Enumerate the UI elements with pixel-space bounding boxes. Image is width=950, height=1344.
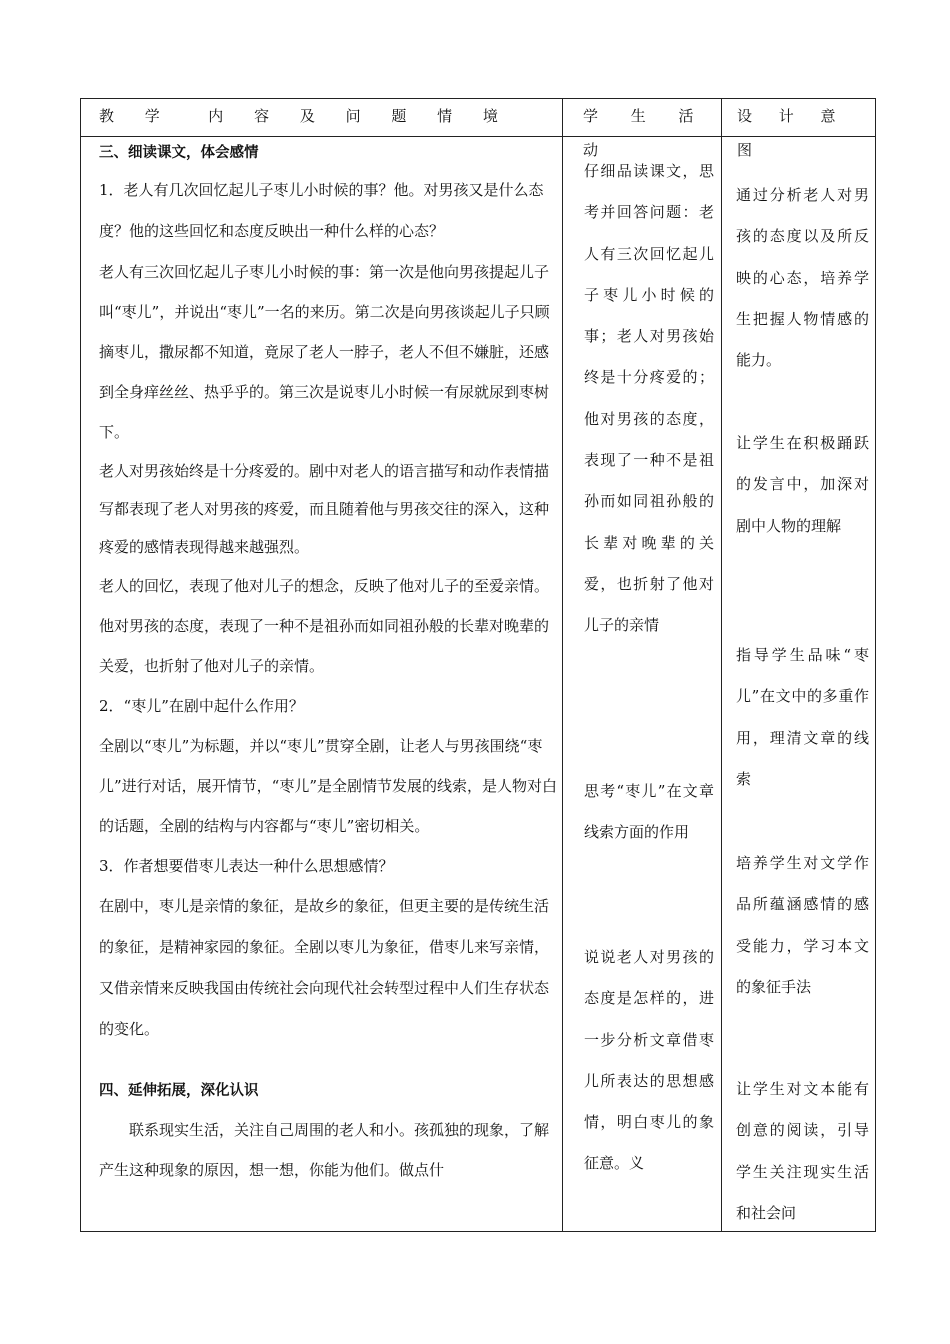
answer-3: 在剧中，枣儿是亲情的象征，是故乡的象征，但更主要的是传统生活的象征，是精神家园的象征。全剧以枣儿为象征，借枣儿来写亲情，又借亲情来反映我国由传统社会向现代社会转型过程中人们生存状态的变化。 [99,897,550,1038]
question-2: 2．“枣儿”在剧中起什么作用？ [99,697,304,715]
design-intent-4: 培养学生对文学作品所蕴涵感情的感受能力，学习本文的象征手法 [736,854,869,996]
question-3: 3．作者想要借枣儿表达一种什么思想感情？ [99,857,394,875]
design-intent-5: 让学生对文本能有创意的阅读，引导学生关注现实生活和社会问 [736,1080,869,1222]
student-activity-3: 说说老人对男孩的态度是怎样的，进一步分析文章借枣儿所表达的思想感情，明白枣儿的象征意。义 [584,948,714,1173]
design-intent-3: 指导学生品味“枣儿”在文中的多重作用，理清文章的线索 [736,646,869,788]
header-teaching-content: 教 学 内 容 及 问 题 情 境 [99,107,511,125]
design-intent-1: 通过分析老人对男孩的态度以及所反映的心态，培养学生把握人物情感的能力。 [736,186,869,370]
lesson-plan-table [80,98,876,1232]
section-3-title: 三、细读课文，体会感情 [99,145,259,161]
question-1: 1．老人有几次回忆起儿子枣儿小时候的事？他。对男孩又是什么态度？他的这些回忆和态度反映出一种什么样的心态？ [99,181,544,240]
section-4-title: 四、延伸拓展，深化认识 [99,1083,259,1099]
student-activity-1: 仔细品读课文，思考并回答问题：老人有三次回忆起儿子枣儿小时候的事；老人对男孩始终是十分疼爱的；他对男孩的态度，表现了一种不是祖孙而如同祖孙般的长辈对晚辈的关爱，也折射了他对儿子的亲情 [584,162,714,635]
student-activity-2: 思考“枣儿”在文章线索方面的作用 [584,782,714,842]
answer-1-paragraph-1: 老人有三次回忆起儿子枣儿小时候的事：第一次是他向男孩提起儿子叫“枣儿”，并说出“枣儿”一名的来历。第二次是向男孩谈起儿子只顾摘枣儿，撒尿都不知道，竟尿了老人一脖子，老人不但不嫌脏，还感到全身痒丝丝、热乎乎的。第三次是说枣儿小时候一有尿就尿到枣树下。 [99,263,550,441]
header-design-intent: 设 计 意 图 [737,107,847,159]
answer-1-paragraph-2: 老人对男孩始终是十分疼爱的。剧中对老人的语言描写和动作表情描写都表现了老人对男孩的疼爱，而且随着他与男孩交往的深入，这种疼爱的感情表现得越来越强烈。 [99,462,550,556]
header-student-activity: 学 生 活 动 [583,107,708,159]
design-intent-2: 让学生在积极踊跃的发言中，加深对剧中人物的理解 [736,434,869,535]
answer-2: 全剧以“枣儿”为标题，并以“枣儿”贯穿全剧，让老人与男孩围绕“枣儿”进行对话，展开情节，“枣儿”是全剧情节发展的线索，是人物对白的话题，全剧的结构与内容都与“枣儿”密切相关。 [99,737,558,835]
answer-1-paragraph-3: 老人的回忆，表现了他对儿子的想念，反映了他对儿子的至爱亲情。他对男孩的态度，表现了一种不是祖孙而如同祖孙般的长辈对晚辈的关爱，也折射了他对儿子的亲情。 [99,577,550,675]
teaching-content-column [99,139,557,1190]
column-divider [721,99,722,1231]
section-4-text: 联系现实生活，关注自己周围的老人和小。孩孤独的现象，了解产生这种现象的原因，想一想，你能为他们。做点什 [99,1121,550,1179]
column-divider [562,99,563,1231]
